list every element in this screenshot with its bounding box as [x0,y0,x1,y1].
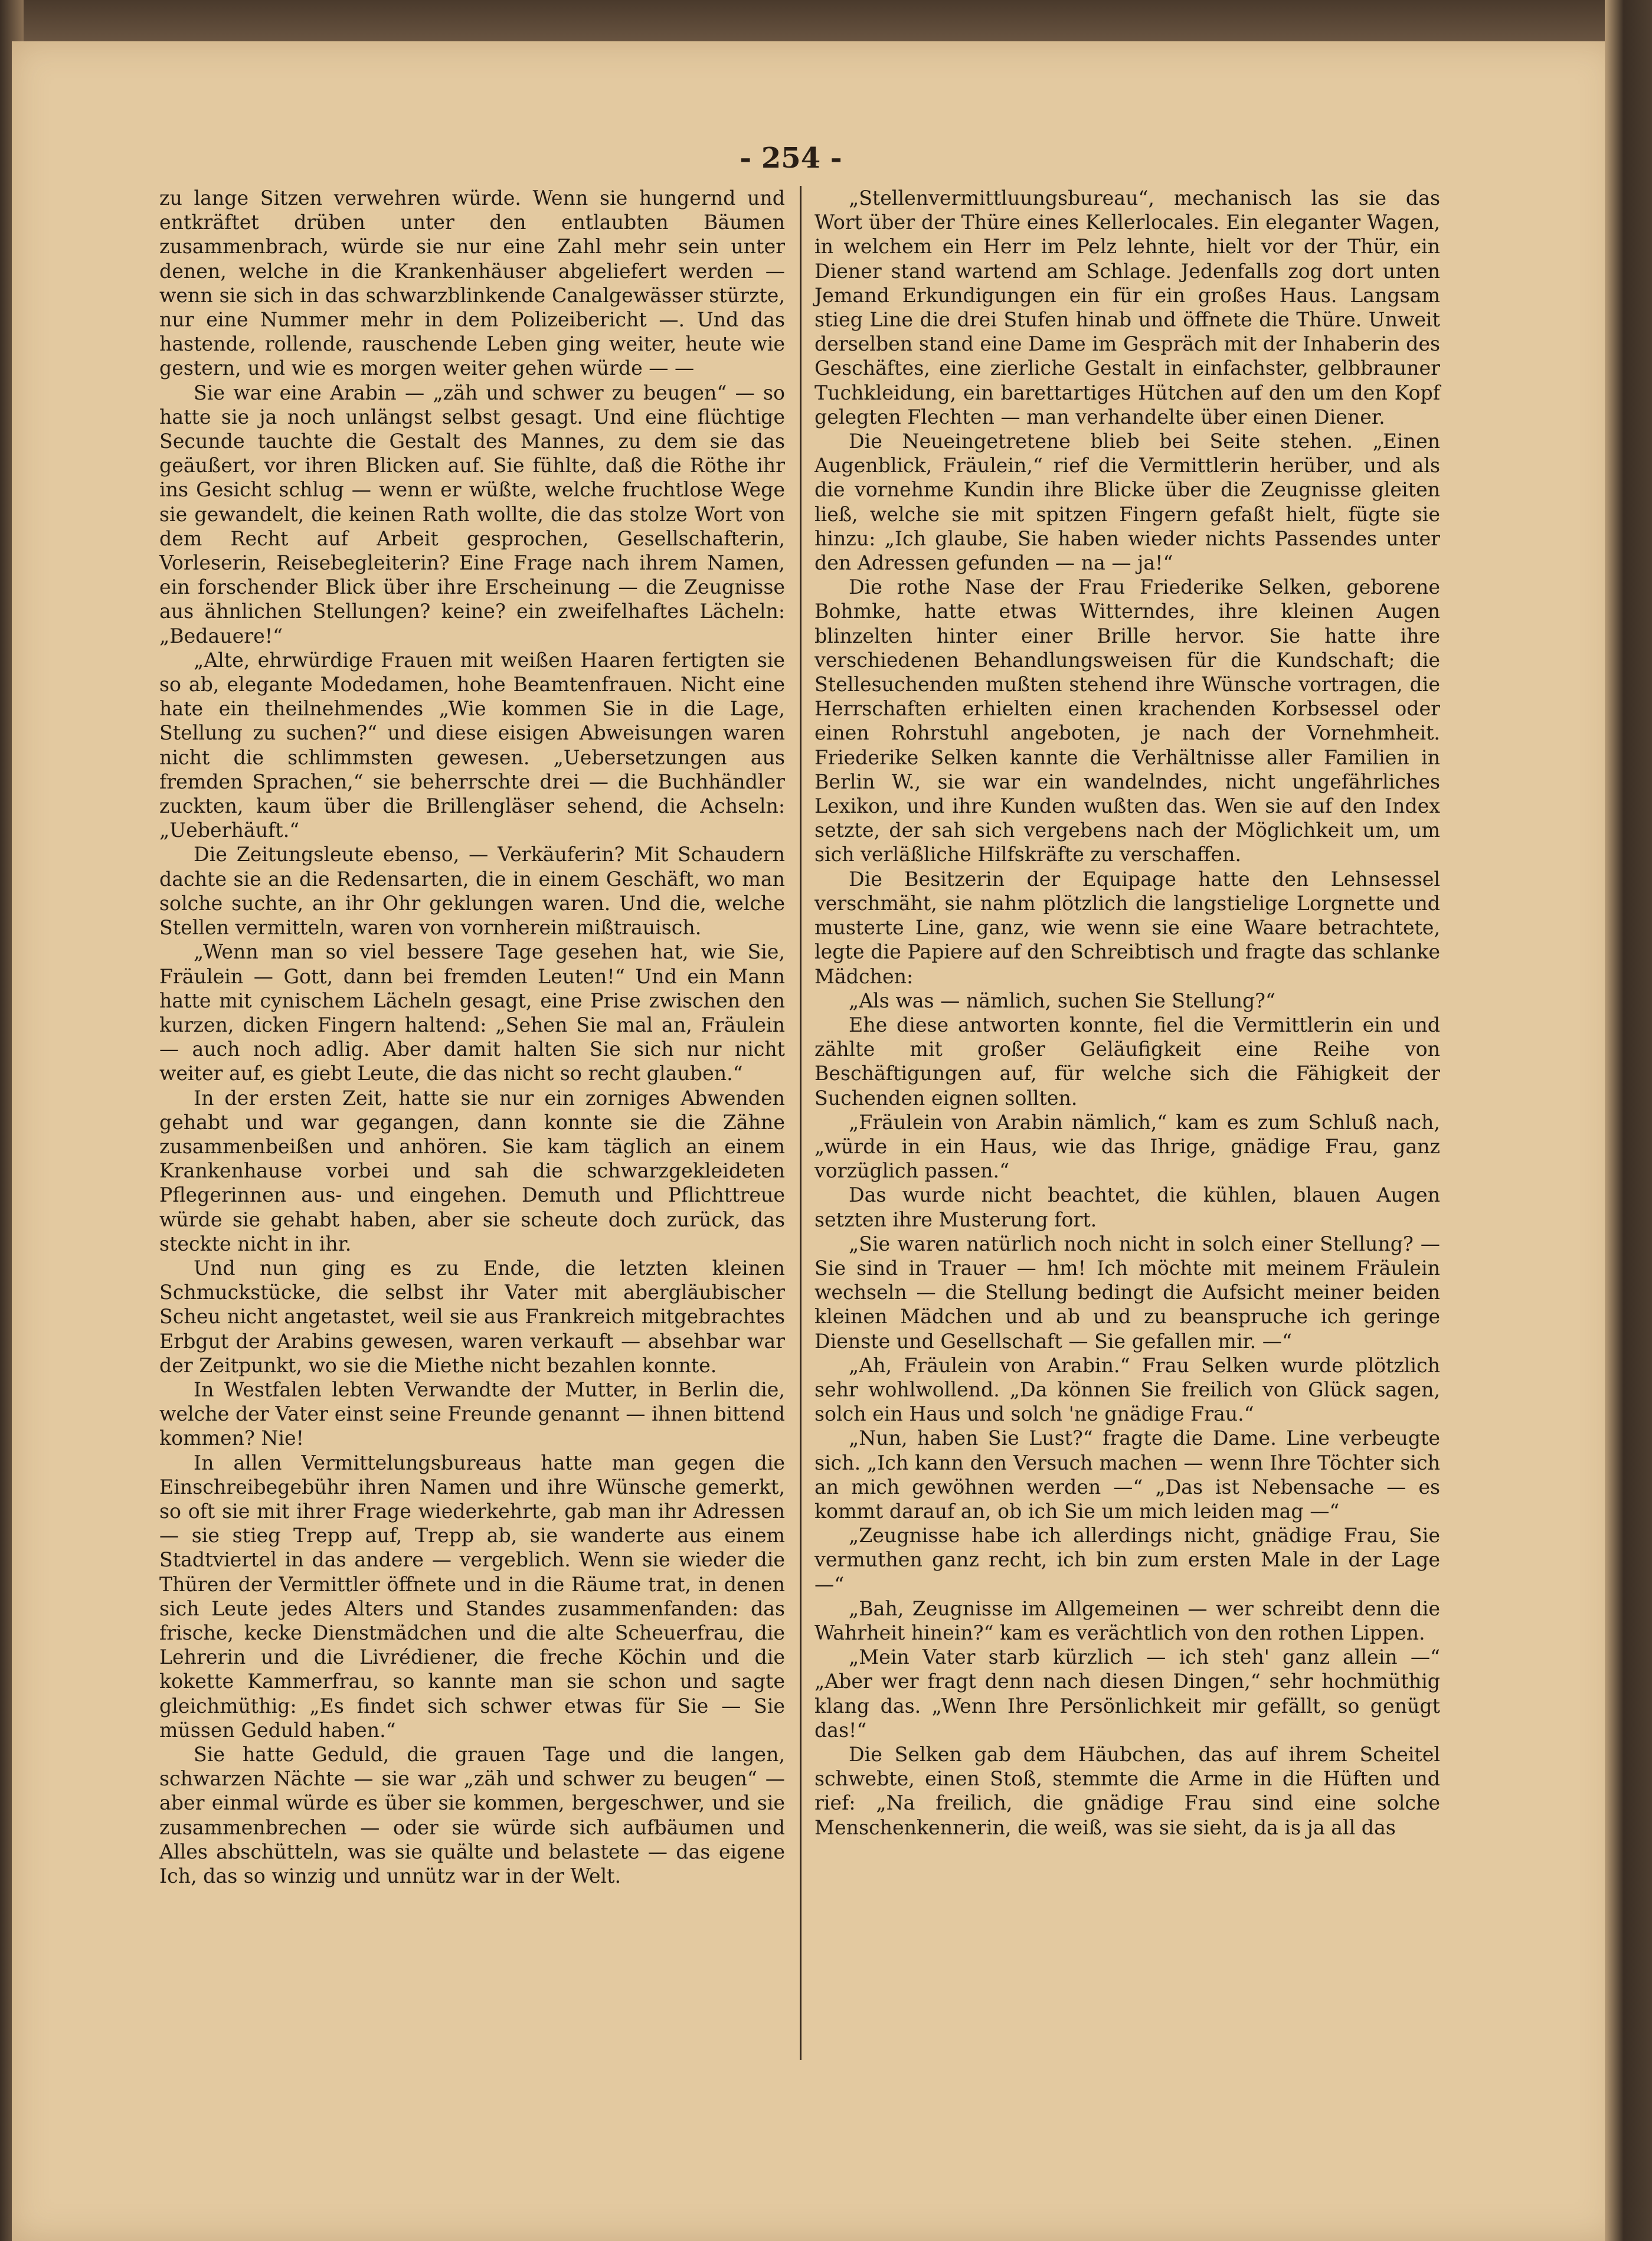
book-spine-edge [1605,0,1652,2241]
paragraph: „Zeugnisse habe ich allerdings nicht, gnädige Frau, Sie vermuthen ganz recht, ich bin zum ersten Male in der Lage —“ [814,1524,1440,1596]
paragraph: „Bah, Zeugnisse im Allgemeinen — wer schreibt denn die Wahrheit hinein?“ kam es verächtlich von den rothen Lippen. [814,1596,1440,1644]
paragraph: „Mein Vater starb kürzlich — ich steh' ganz allein —“ „Aber wer fragt denn nach diesen Dingen,“ sehr hochmüthig klang das. „Wenn Ihre Persönlichkeit mir gefällt, so genügt das!“ [814,1645,1440,1742]
paragraph: In allen Vermittelungsbureaus hatte man gegen die Einschreibegebühr ihren Namen und ihre Wünsche gemerkt, so oft sie mit ihrer Frage wiederkehrte, gab man ihr Adressen — sie stieg Trepp auf, Trepp ab, sie wanderte aus einem Stadtviertel in das andere — vergeblich. Wenn sie wieder die Thüren der Vermittler öffnete und in die Räume trat, in denen sich Leute jedes Alters und Standes zusammenfanden: das frische, kecke Dienstmädchen und die alte Scheuerfrau, die Lehrerin und die Livrédiener, die freche Köchin und die kokette Kammerfrau, so kannte man sie schon und sagte gleichmüthig: „Es findet sich schwer etwas für Sie — Sie müssen Geduld haben.“ [159,1451,785,1742]
paragraph: In der ersten Zeit, hatte sie nur ein zorniges Abwenden gehabt und war gegangen, dann konnte sie die Zähne zusammenbeißen und anhören. Sie kam täglich an einem Krankenhause vorbei und sah die schwarzgekleideten Pflegerinnen aus- und eingehen. Demuth und Pflichttreue würde sie gehabt haben, aber sie scheute doch zurück, das steckte nicht in ihr. [159,1086,785,1255]
paragraph: „Alte, ehrwürdige Frauen mit weißen Haaren fertigten sie so ab, elegante Modedamen, hohe Beamtenfrauen. Nicht eine hate ein theilnehmendes „Wie kommen Sie in die Lage, Stellung zu suchen?“ und diese eisigen Abweisungen waren nicht die schlimmsten gewesen. „Uebersetzungen aus fremden Sprachen,“ sie beherrschte drei — die Buchhändler zuckten, kaum über die Brillengläser sehend, die Achseln: „Ueberhäuft.“ [159,648,785,842]
paragraph: Die Neueingetretene blieb bei Seite stehen. „Einen Augenblick, Fräulein,“ rief die Vermittlerin herüber, und als die vornehme Kundin ihre Blicke über die Zeugnisse gleiten ließ, welche sie mit spitzen Fingern gefaßt hielt, fügte sie hinzu: „Ich glaube, Sie haben wieder nichts Passendes unter den Adressen gefunden — na — ja!“ [814,430,1440,575]
paragraph: Die Besitzerin der Equipage hatte den Lehnsessel verschmäht, sie nahm plötzlich die langstielige Lorgnette und musterte Line, ganz, wie wenn sie eine Waare betrachtete, legte die Papiere auf den Schreibtisch und fragte das schlanke Mädchen: [814,867,1440,988]
column-divider [800,186,802,2060]
paragraph: In Westfalen lebten Verwandte der Mutter, in Berlin die, welche der Vater einst seine Freunde genannt — ihnen bittend kommen? Nie! [159,1378,785,1450]
page-number: - 254 - [740,142,842,175]
paragraph: „Sie waren natürlich noch nicht in solch einer Stellung? — Sie sind in Trauer — hm! Ich möchte mit meinem Fräulein wechseln — die Stellung bedingt die Aufsicht meiner beiden kleinen Mädchen und ab und zu beanspruche ich geringe Dienste und Gesellschaft — Sie gefallen mir. —“ [814,1232,1440,1353]
paragraph: „Wenn man so viel bessere Tage gesehen hat, wie Sie, Fräulein — Gott, dann bei fremden Leuten!“ Und ein Mann hatte mit cynischem Lächeln gesagt, eine Prise zwischen den kurzen, dicken Fingern haltend: „Sehen Sie mal an, Fräulein — auch noch adlig. Aber damit halten Sie sich nur nicht weiter auf, es giebt Leute, die das nicht so recht glauben.“ [159,940,785,1085]
paragraph: „Ah, Fräulein von Arabin.“ Frau Selken wurde plötzlich sehr wohlwollend. „Da können Sie freilich von Glück sagen, solch ein Haus und solch 'ne gnädige Frau.“ [814,1353,1440,1426]
right-text-column [814,186,1440,1840]
paragraph: Das wurde nicht beachtet, die kühlen, blauen Augen setzten ihre Musterung fort. [814,1183,1440,1231]
paragraph: Ehe diese antworten konnte, fiel die Vermittlerin ein und zählte mit großer Geläufigkeit eine Reihe von Beschäftigungen auf, für welche sich die Fähigkeit der Suchenden eignen sollten. [814,1013,1440,1110]
paragraph: Die rothe Nase der Frau Friederike Selken, geborene Bohmke, hatte etwas Witterndes, ihre kleinen Augen blinzelten hinter einer Brille hervor. Sie hatte ihre verschiedenen Behandlungsweisen für die Kundschaft; die Stellesuchenden mußten stehend ihre Wünsche vortragen, die Herrschaften erhielten einen krachenden Korbsessel oder einen Rohrstuhl angeboten, je nach der Vornehmheit. Friederike Selken kannte die Verhältnisse aller Familien in Berlin W., sie war ein wandelndes, nicht ungefährliches Lexikon, und ihre Kunden wußten das. Wen sie auf den Index setzte, der sah sich vergebens nach der Möglichkeit um, um sich verläßliche Hilfskräfte zu verschaffen. [814,575,1440,866]
paragraph: „Nun, haben Sie Lust?“ fragte die Dame. Line verbeugte sich. „Ich kann den Versuch machen — wenn Ihre Töchter sich an mich gewöhnen werden —“ „Das ist Nebensache — es kommt darauf an, ob ich Sie um mich leiden mag —“ [814,1427,1440,1523]
paragraph: Die Selken gab dem Häubchen, das auf ihrem Scheitel schwebte, einen Stoß, stemmte die Arme in die Hüften und rief: „Na freilich, die gnädige Frau sind eine solche Menschenkennerin, die weiß, was sie sieht, da is ja all das [814,1743,1440,1839]
left-text-column [159,186,785,1888]
paragraph: Sie war eine Arabin — „zäh und schwer zu beugen“ — so hatte sie ja noch unlängst selbst gesagt. Und eine flüchtige Secunde tauchte die Gestalt des Mannes, zu dem sie das geäußert, vor ihren Blicken auf. Sie fühlte, daß die Röthe ihr ins Gesicht schlug — wenn er wüßte, welche fruchtlose Wege sie gewandelt, die keinen Rath wollte, die das stolze Wort von dem Recht auf Arbeit gesprochen, Gesellschafterin, Vorleserin, Reisebegleiterin? Eine Frage nach ihrem Namen, ein forschender Blick über ihre Erscheinung — die Zeugnisse aus ähnlichen Stellungen? keine? ein zweifelhaftes Lächeln: „Bedauere!“ [159,381,785,647]
paragraph: Und nun ging es zu Ende, die letzten kleinen Schmuckstücke, die selbst ihr Vater mit abergläubischer Scheu nicht angetastet, weil sie aus Frankreich mitgebrachtes Erbgut der Arabins gewesen, waren verkauft — absehbar war der Zeitpunkt, wo sie die Miethe nicht bezahlen konnte. [159,1256,785,1377]
paragraph: zu lange Sitzen verwehren würde. Wenn sie hungernd und entkräftet drüben unter den entlaubten Bäumen zusammenbrach, würde sie nur eine Zahl mehr sein unter denen, welche in die Krankenhäuser abgeliefert werden — wenn sie sich in das schwarzblinkende Canalgewässer stürzte, nur eine Nummer mehr in dem Polizeibericht —. Und das hastende, rollende, rauschende Leben ging weiter, heute wie gestern, und wie es morgen weiter gehen würde — — [159,187,785,380]
paragraph: Die Zeitungsleute ebenso, — Verkäuferin? Mit Schaudern dachte sie an die Redensarten, die in einem Geschäft, wo man solche suchte, an ihr Ohr geklungen waren. Und die, welche Stellen vermitteln, waren von vornherein mißtrauisch. [159,843,785,940]
paragraph: Sie hatte Geduld, die grauen Tage und die langen, schwarzen Nächte — sie war „zäh und schwer zu beugen“ — aber einmal würde es über sie kommen, bergeschwer, und sie zusammenbrechen — oder sie würde sich aufbäumen und Alles abschütteln, was sie quälte und belastete — das eigene Ich, das so winzig und unnütz war in der Welt. [159,1743,785,1888]
paragraph: „Als was — nämlich, suchen Sie Stellung?“ [849,989,1275,1012]
paragraph: „Fräulein von Arabin nämlich,“ kam es zum Schluß nach, „würde in ein Haus, wie das Ihrige, gnädige Frau, ganz vorzüglich passen.“ [814,1110,1440,1183]
paragraph: „Stellenvermittluungsbureau“, mechanisch las sie das Wort über der Thüre eines Kellerlocales. Ein eleganter Wagen, in welchem ein Herr im Pelz lehnte, hielt vor der Thür, ein Diener stand wartend am Schlage. Jedenfalls zog dort unten Jemand Erkundigungen ein für ein großes Haus. Langsam stieg Line die drei Stufen hinab und öffnete die Thüre. Unweit derselben stand eine Dame im Gespräch mit der Inhaberin des Geschäftes, eine zierliche Gestalt in einfachster, gelbbrauner Tuchkleidung, ein barettartiges Hütchen auf den um den Kopf gelegten Flechten — man verhandelte über einen Diener. [814,187,1440,428]
